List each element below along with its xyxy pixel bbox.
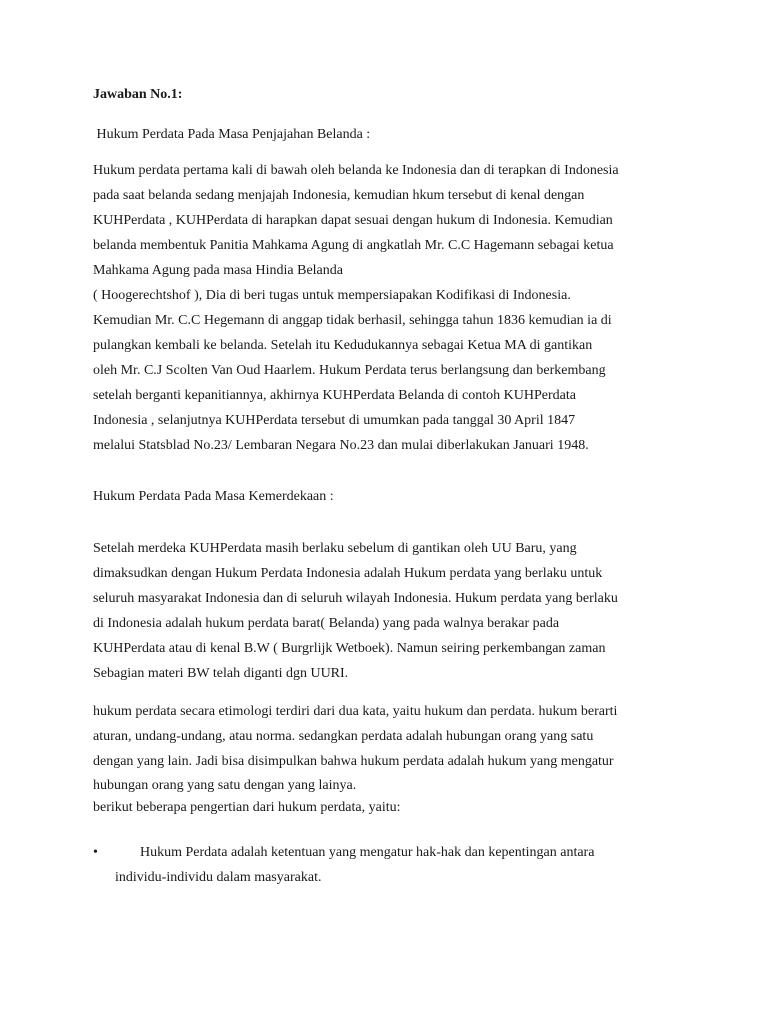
paragraph-independence-period: [93, 536, 693, 686]
paragraph-line: dimaksudkan dengan Hukum Perdata Indonesia adalah Hukum perdata yang berlaku untuk: [93, 566, 603, 581]
paragraph-line: Hukum perdata pertama kali di bawah oleh belanda ke Indonesia dan di terapkan di Indonesia: [93, 163, 619, 178]
paragraph-line: dengan yang lain. Jadi bisa disimpulkan bahwa hukum perdata adalah hukum yang mengatur: [93, 754, 614, 769]
paragraph-line: berikut beberapa pengertian dari hukum perdata, yaitu:: [93, 800, 401, 815]
paragraph-colonial-period: [93, 158, 693, 458]
paragraph-line: belanda membentuk Panitia Mahkama Agung di angkatlah Mr. C.C Hagemann sebagai ketua: [93, 238, 614, 253]
bullet-line: Hukum Perdata adalah ketentuan yang mengatur hak-hak dan kepentingan antara: [140, 845, 595, 860]
paragraph-line: melalui Statsblad No.23/ Lembaran Negara No.23 dan mulai diberlakukan Januari 1948.: [93, 438, 589, 453]
paragraph-definition: [93, 699, 693, 818]
paragraph-line: hubungan orang yang satu dengan yang lainya.: [93, 778, 357, 793]
section-title-colonial: Hukum Perdata Pada Masa Penjajahan Belanda :: [93, 127, 371, 142]
paragraph-line: di Indonesia adalah hukum perdata barat( Belanda) yang pada walnya berakar pada: [93, 616, 560, 631]
section-title-independence: Hukum Perdata Pada Masa Kemerdekaan :: [93, 489, 334, 504]
paragraph-line: ( Hoogerechtshof ), Dia di beri tugas untuk mempersiapakan Kodifikasi di Indonesia.: [93, 288, 571, 303]
paragraph-line: seluruh masyarakat Indonesia dan di seluruh wilayah Indonesia. Hukum perdata yang berlaku: [93, 591, 618, 606]
bullet-text: [93, 840, 693, 890]
paragraph-line: Mahkama Agung pada masa Hindia Belanda: [93, 263, 343, 278]
paragraph-line: Sebagian materi BW telah diganti dgn UURI.: [93, 666, 349, 681]
paragraph-line: aturan, undang-undang, atau norma. sedangkan perdata adalah hubungan orang yang satu: [93, 729, 594, 744]
paragraph-line: pada saat belanda sedang menjajah Indonesia, kemudian hkum tersebut di kenal dengan: [93, 188, 585, 203]
answer-heading: Jawaban No.1:: [93, 87, 183, 102]
bullet-line: individu-individu dalam masyarakat.: [115, 870, 322, 885]
paragraph-line: setelah berganti kepanitiannya, akhirnya KUHPerdata Belanda di contoh KUHPerdata: [93, 388, 576, 403]
paragraph-line: Indonesia , selanjutnya KUHPerdata tersebut di umumkan pada tanggal 30 April 1847: [93, 413, 576, 428]
paragraph-line: hukum perdata secara etimologi terdiri dari dua kata, yaitu hukum dan perdata. hukum berarti: [93, 704, 618, 719]
paragraph-line: pulangkan kembali ke belanda. Setelah itu Kedudukannya sebagai Ketua MA di gantikan: [93, 338, 593, 353]
bullet-icon: •: [93, 845, 98, 860]
paragraph-line: Kemudian Mr. C.C Hegemann di anggap tidak berhasil, sehingga tahun 1836 kemudian ia di: [93, 313, 612, 328]
paragraph-line: Setelah merdeka KUHPerdata masih berlaku sebelum di gantikan oleh UU Baru, yang: [93, 541, 577, 556]
paragraph-line: KUHPerdata , KUHPerdata di harapkan dapat sesuai dengan hukum di Indonesia. Kemudian: [93, 213, 613, 228]
paragraph-line: oleh Mr. C.J Scolten Van Oud Haarlem. Hukum Perdata terus berlangsung dan berkembang: [93, 363, 606, 378]
paragraph-line: KUHPerdata atau di kenal B.W ( Burgrlijk Wetboek). Namun seiring perkembangan zaman: [93, 641, 606, 656]
